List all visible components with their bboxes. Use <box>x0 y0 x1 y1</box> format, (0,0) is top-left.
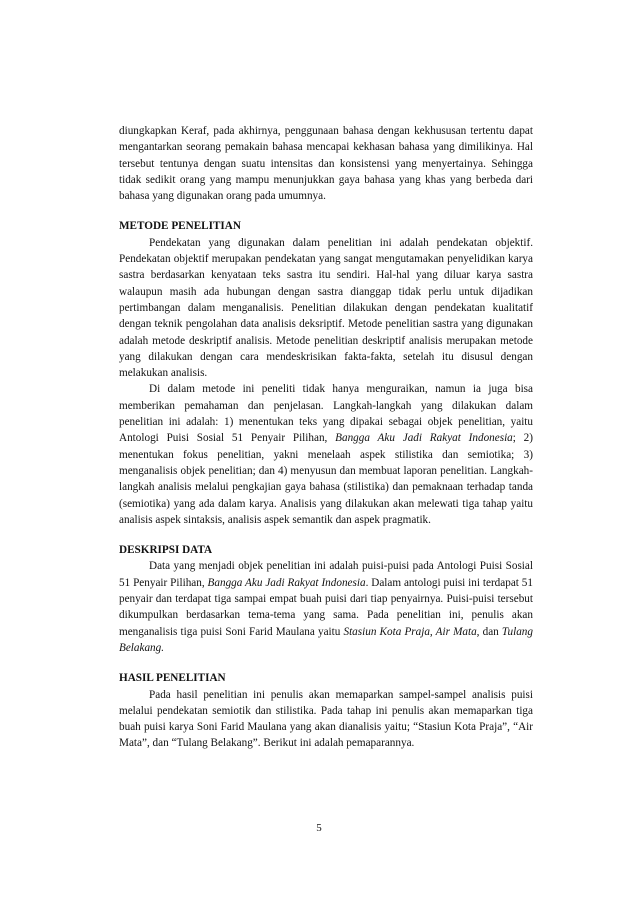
deskripsi-text-c: dan <box>479 625 502 638</box>
page-number: 5 <box>316 822 322 834</box>
deskripsi-paragraph <box>119 558 533 656</box>
hasil-paragraph: Pada hasil penelitian ini penulis akan memaparkan sampel-sampel analisis puisi melalui pendekatan semiotik dan stilistika. Pada tahap ini penulis akan memaparkan tiga buah puisi karya Soni Farid Maulana yang akan dianalisis yaitu; “Stasiun Kota Praja”, “Air Mata”, dan “Tulang Belakang”. Berikut ini adalah pemaparannya. <box>119 688 533 750</box>
heading-metode-penelitian: METODE PENELITIAN <box>119 220 241 233</box>
deskripsi-text-b: . Dalam antologi puisi ini terdapat 51 penyair dan terdapat tiga sampai empat buah puisi dari tiap penyairnya. Puisi-puisi tersebut dikumpulkan berdasarkan tema-tema yang sama. Pada penelitian ini, penulis akan menganalisis tiga puisi Soni Farid Maulana yaitu <box>119 576 533 638</box>
metode-paragraph-1: Pendekatan yang digunakan dalam penelitian ini adalah pendekatan objektif. Pendekatan objektif merupakan pendekatan yang sangat mengutamakan penyelidikan karya sastra berdasarkan kenyataan teks sastra itu sendiri. Hal-hal yang diluar karya sastra walaupun masih ada hubungan dengan sastra dianggap tidak perlu untuk dijadikan pertimbangan dalam menganalisis. Penelitian dilakukan dengan pendekatan kualitatif dengan teknik pengolahan data analisis deksriptif. Metode penelitian sastra yang digunakan adalah metode deskriptif analisis. Metode penelitian deskriptif analisis merupakan metode yang dilakukan dengan cara mendeskrisikan fakta-fakta, setelah itu disusul dengan melakukan analisis. <box>119 236 533 380</box>
intro-paragraph: diungkapkan Keraf, pada akhirnya, penggunaan bahasa dengan kekhususan tertentu dapat mengantarkan seorang pemakain bahasa mencapai kekhasan bahasa yang dimilikinya. Hal tersebut tentunya dengan suatu intensitas dan konsistensi yang menyertainya. Sehingga tidak sedikit orang yang mampu menunjukkan gaya bahasa yang khas yang berbeda dari bahasa yang digunakan orang pada umumnya. <box>119 125 533 203</box>
deskripsi-poem-title-italic: Tulang Belakang. <box>119 625 533 654</box>
metode-paragraph-2 <box>119 381 533 528</box>
deskripsi-text-a: Data yang menjadi objek penelitian ini adalah puisi-puisi pada Antologi Puisi Sosial 51 Penyair Pilihan, <box>119 560 533 589</box>
deskripsi-poem-titles-italic: Stasiun Kota Praja, Air Mata, <box>343 625 480 638</box>
book-title-italic: Bangga Aku Jadi Rakyat Indonesia <box>335 432 513 445</box>
heading-hasil-penelitian: HASIL PENELITIAN <box>119 672 226 685</box>
document-body <box>119 123 533 752</box>
metode-p2-text-a: Di dalam metode ini peneliti tidak hanya menguraikan, namun ia juga bisa memberikan pemahaman dan penjelasan. Langkah-langkah yang dilakukan dalam penelitian ini adalah: 1) menentukan teks yang dipakai sebagai objek penelitian, yaitu Antologi Puisi Sosial 51 Penyair Pilihan, <box>119 383 533 445</box>
metode-p2-text-b: ; 2) menentukan fokus penelitian, yakni menelaah aspek stilistika dan semiotika; 3) menganalisis objek penelitian; dan 4) menyusun dan membuat laporan penelitian. Langkah-langkah analisis melalui pengkajian gaya bahasa (stilistika) dan pemaknaan terhadap tanda (semiotika) yang ada dalam karya. Analisis yang dilakukan akan melewati tiga tahap yaitu analisis aspek sintaksis, analisis aspek semantik dan aspek pragmatik. <box>119 432 534 526</box>
heading-deskripsi-data: DESKRIPSI DATA <box>119 544 213 557</box>
deskripsi-book-title-italic: Bangga Aku Jadi Rakyat Indonesia <box>207 576 366 589</box>
